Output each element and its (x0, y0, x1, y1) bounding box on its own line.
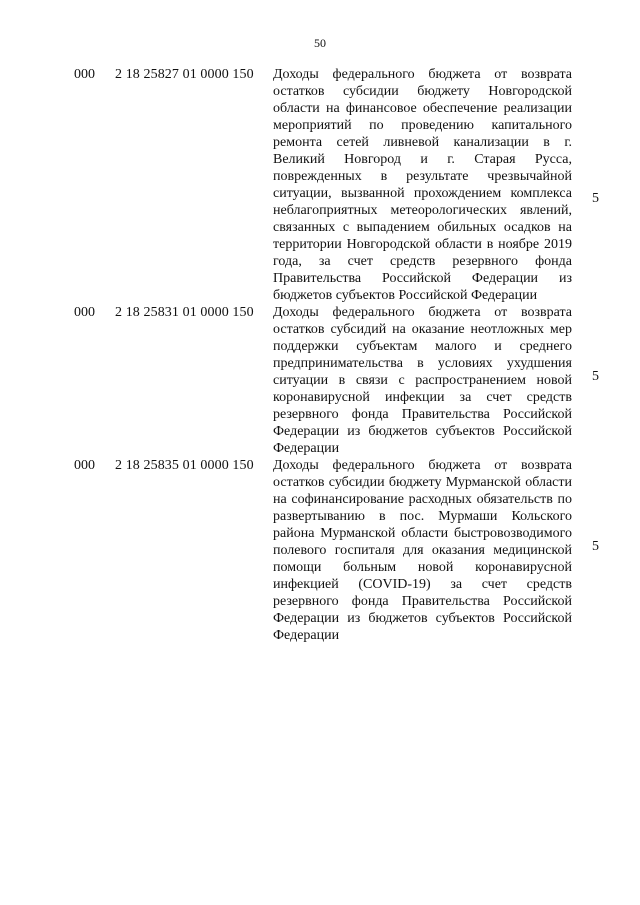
distribution-norm: 5 (592, 369, 599, 384)
revenue-description: Доходы федерального бюджета от возврата остатков субсидий на оказание неотложных мер поддержки субъектам малого и среднего предпринимательства в условиях ухудшения ситуации в связи с распространением новой коронавирусной инфекции за счет средств резервного фонда Правительства Российской Федерации из бюджетов субъектов Российской Федерации (273, 305, 572, 456)
revenue-description: Доходы федерального бюджета от возврата остатков субсидии бюджету Мурманской области на софинансирование расходных обязательств по развертыванию в пос. Мурмаши Кольского района Мурманской области быстровозводимого полевого госпиталя для оказания медицинской помощи больным новой коронавирусной инфекцией (COVID-19) за счет средств резервного фонда Правительства Российской Федерации из бюджетов субъектов Российской Федерации (273, 458, 572, 643)
table-row (0, 66, 640, 304)
admin-code: 000 (74, 458, 95, 473)
admin-code: 000 (74, 305, 95, 320)
admin-code: 000 (74, 67, 95, 82)
distribution-norm: 5 (592, 539, 599, 554)
table-row (0, 457, 640, 644)
distribution-norm: 5 (592, 191, 599, 206)
budget-code-table (0, 66, 640, 644)
page-number: 50 (314, 36, 326, 50)
budget-classification-code: 2 18 25827 01 0000 150 (115, 67, 254, 82)
budget-classification-code: 2 18 25831 01 0000 150 (115, 305, 254, 320)
budget-classification-code: 2 18 25835 01 0000 150 (115, 458, 254, 473)
table-row (0, 304, 640, 457)
revenue-description: Доходы федерального бюджета от возврата остатков субсидии бюджету Новгородской области на финансовое обеспечение реализации мероприятий по проведению капитального ремонта сетей ливневой канализации в г. Великий Новгород и г. Старая Русса, поврежденных в результате чрезвычайной ситуации, вызванной прохождением комплекса неблагоприятных метеорологических явлений, связанных с выпадением обильных осадков на территории Новгородской области в ноябре 2019 года, за счет средств резервного фонда Правительства Российской Федерации из бюджетов субъектов Российской Федерации (273, 67, 572, 303)
